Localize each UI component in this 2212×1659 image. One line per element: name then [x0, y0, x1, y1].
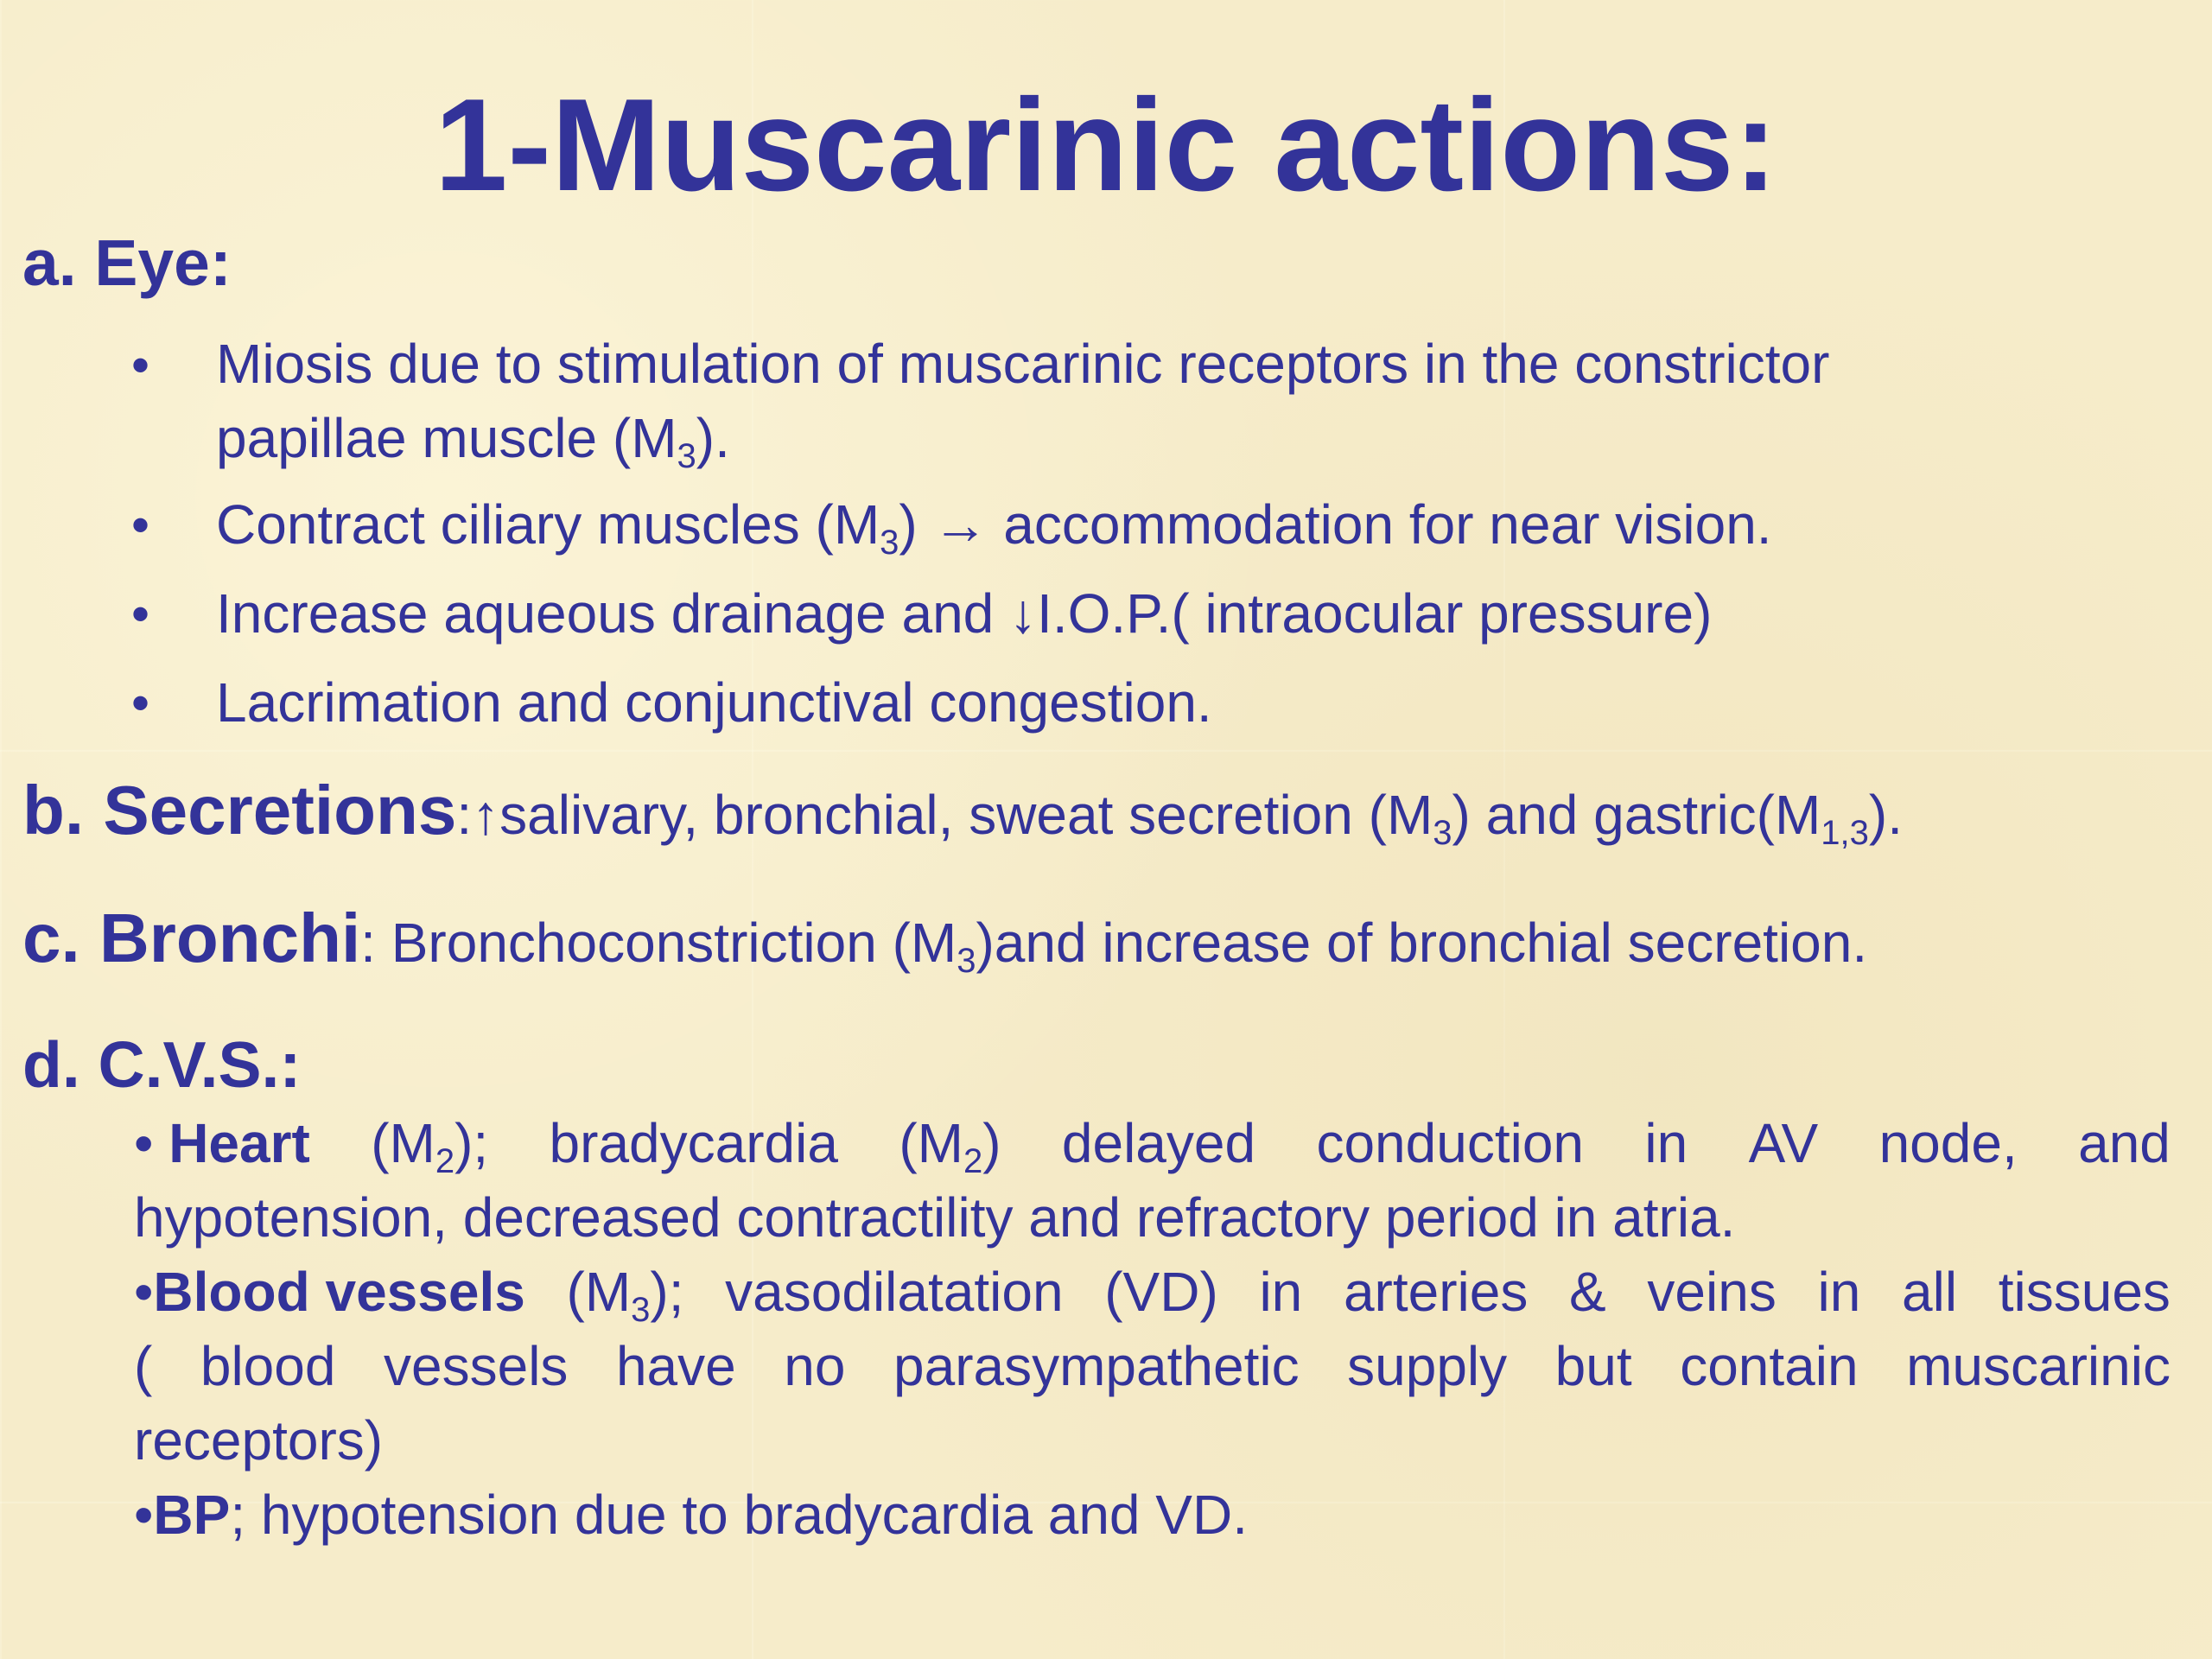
section-secretions: [22, 774, 1903, 852]
bullet-dot: •: [134, 1484, 154, 1546]
vessels-line3: receptors): [134, 1409, 384, 1471]
bullet-dot: •: [131, 336, 150, 394]
secretions-mid: ) and gastric(M: [1452, 784, 1821, 846]
secretions-sub2: 1,3: [1821, 814, 1869, 852]
vessels-label: Blood vessels: [153, 1261, 525, 1323]
secretions-post: ).: [1868, 784, 1903, 846]
bullet-dot: •: [134, 1261, 154, 1323]
cvs-bp: [134, 1478, 1248, 1552]
bp-label: BP: [153, 1484, 231, 1546]
secretions-pre: :↑salivary, bronchial, sweat secretion (M: [456, 784, 1433, 846]
vessels-line1: •Blood vessels $(M_3)$; vasodilatation (VD) in arteries & veins in all tissues: [134, 1261, 2171, 1329]
bullet-dot: •: [131, 674, 150, 732]
bullet-dot: •: [134, 1112, 154, 1174]
bronchi-pre: : Bronchoconstriction (M: [360, 912, 957, 974]
bp-text: ; hypotension due to bradycardia and VD.: [230, 1484, 1248, 1546]
section-bronchi: [22, 899, 1867, 980]
eye-item-2: Contract ciliary muscles $(M_3)$ → accommodation for near vision.: [216, 493, 1772, 562]
bullet-dot: •: [131, 496, 150, 554]
eye-item-4: Lacrimation and conjunctival congestion.: [216, 671, 1212, 734]
bronchi-post: )and increase of bronchial secretion.: [976, 912, 1868, 974]
section-cvs-heading: d. C.V.S.:: [22, 1028, 302, 1101]
vessels-line2: ( blood vessels have no parasympathetic supply but contain muscarinic: [134, 1335, 2171, 1397]
section-secretions-heading: b. Secretions: [22, 772, 457, 849]
cvs-heart: [134, 1106, 2171, 1255]
secretions-sub1: 3: [1433, 814, 1452, 852]
bullet-dot: •: [131, 585, 150, 643]
eye-item-3: Increase aqueous drainage and ↓I.O.P.( intraocular pressure): [216, 582, 1713, 645]
section-bronchi-heading: c. Bronchi: [22, 899, 361, 976]
slide-title: 1-Muscarinic actions:: [434, 72, 1778, 219]
heart-line2: hypotension, decreased contractility and refractory period in atria.: [134, 1186, 1736, 1249]
heart-label: Heart: [168, 1112, 310, 1174]
eye-item-1-line1: Miosis due to stimulation of muscarinic receptors in the constrictor: [216, 333, 1830, 395]
heart-line1: • Heart $(M_2)$; bradycardia $(M_2)$ delayed conduction in AV node, and: [134, 1112, 2171, 1180]
eye-item-1-line2: papillae muscle $(M_3)$.: [216, 407, 730, 475]
cvs-blood-vessels: [134, 1255, 2171, 1478]
bronchi-sub: 3: [957, 942, 976, 980]
section-eye-heading: a. Eye:: [22, 226, 232, 299]
